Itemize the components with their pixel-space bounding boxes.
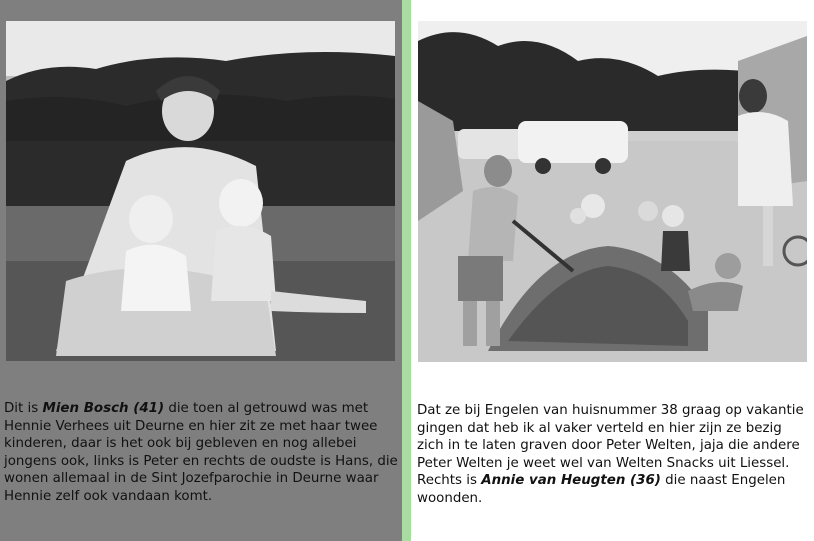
person-name-annie: Annie van Heugten (36) bbox=[481, 473, 661, 488]
panel-divider bbox=[402, 0, 411, 541]
caption-rest: die naast Engelen woonden. bbox=[417, 473, 786, 506]
left-panel bbox=[0, 0, 402, 541]
left-caption bbox=[4, 400, 399, 505]
right-panel bbox=[411, 0, 814, 541]
family-photo bbox=[6, 21, 395, 361]
right-caption bbox=[417, 402, 812, 507]
caption-intro: Dit is bbox=[4, 401, 43, 416]
person-name-mien: Mien Bosch (41) bbox=[42, 401, 165, 416]
caption-rest: die toen al getrouwd was met Hennie Verhees uit Deurne en hier zit ze met haar twee kinderen, daar is het ook bij gebleven en nog allebei jongens ook, links is Peter en rechts de oudste is Hans, die wonen allemaal in de Sint Jozefparochie in Deurne waar Hennie zelf ook vandaan komt. bbox=[4, 401, 398, 504]
caption-intro: Dat ze bij Engelen van huisnummer 38 graag op vakantie gingen dat heb ik al vaker verteld en hier zijn ze bezig zich in te laten graven door Peter Welten, jaja die andere Peter Welten je weet wel van Welten Snacks uit Liessel. Rechts is bbox=[417, 403, 804, 488]
camping-photo bbox=[418, 21, 807, 362]
